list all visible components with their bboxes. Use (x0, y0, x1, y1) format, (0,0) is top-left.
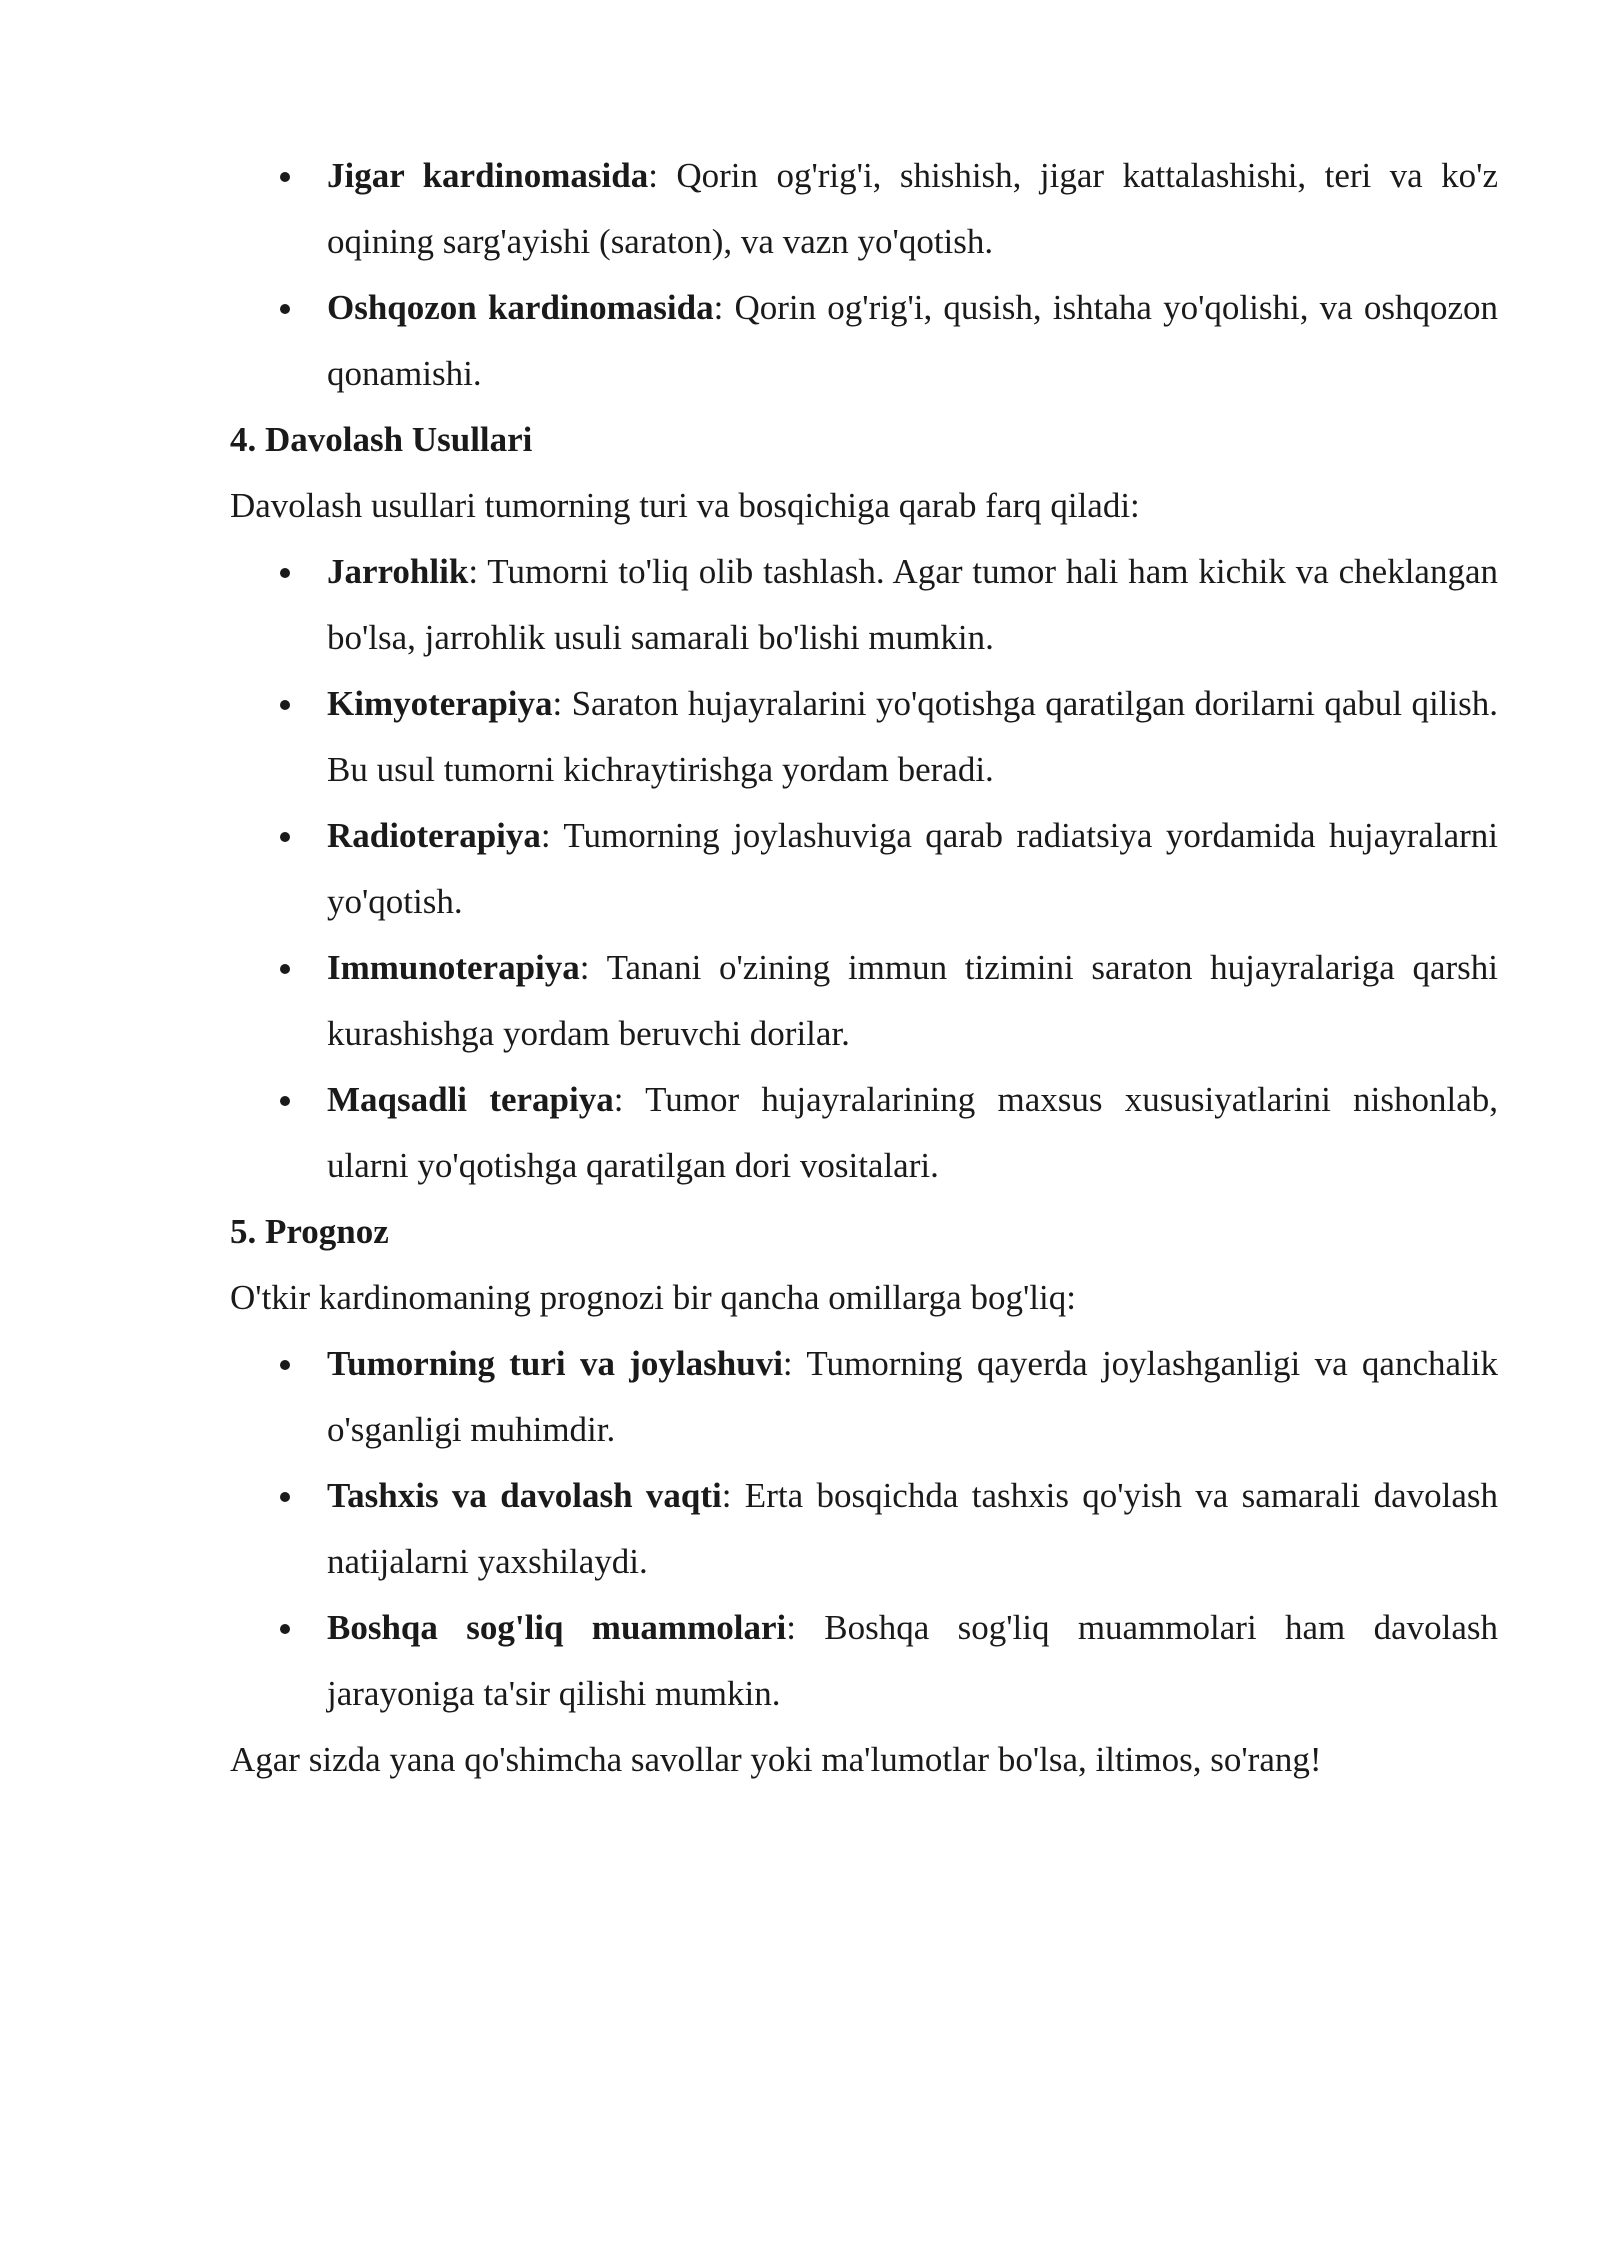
closing-paragraph: Agar sizda yana qo'shimcha savollar yoki ma'lumotlar bo'lsa, iltimos, so'rang! (230, 1740, 1322, 1779)
treatment-list (230, 539, 1498, 1199)
bullet-icon (280, 1492, 290, 1502)
bullet-icon (280, 172, 290, 182)
list-item-term: Oshqozon kardinomasida (327, 288, 714, 327)
list-item-text: : Tumorning joylashuviga qarab radiatsiya yordamida hujayralarni yo'qotish. (327, 816, 1498, 921)
bullet-icon (280, 568, 290, 578)
list-item (230, 275, 1498, 407)
prognosis-list (230, 1331, 1498, 1727)
list-item-term: Kimyoterapiya (327, 684, 553, 723)
list-item-text: : Qorin og'rig'i, shishish, jigar kattalashishi, teri va ko'z oqining sarg'ayishi (saraton), va vazn yo'qotish. (327, 156, 1499, 261)
list-item-text: : Tumor hujayralarining maxsus xususiyatlarini nishonlab, ularni yo'qotishga qaratilgan dori vositalari. (327, 1080, 1498, 1185)
list-item (230, 935, 1498, 1067)
section-heading-treatment: 4. Davolash Usullari (230, 420, 533, 459)
symptoms-list (230, 143, 1498, 407)
bullet-icon (280, 1624, 290, 1634)
list-item-term: Jarrohlik (327, 552, 469, 591)
list-item-text: : Qorin og'rig'i, qusish, ishtaha yo'qolishi, va oshqozon qonamishi. (327, 288, 1498, 393)
treatment-intro: Davolash usullari tumorning turi va bosqichiga qarab farq qiladi: (230, 486, 1140, 525)
list-item-term: Tumorning turi va joylashuvi (327, 1344, 783, 1383)
list-item-text: : Tumorni to'liq olib tashlash. Agar tumor hali ham kichik va cheklangan bo'lsa, jarrohlik usuli samarali bo'lishi mumkin. (327, 552, 1498, 657)
bullet-icon (280, 304, 290, 314)
list-item-term: Immunoterapiya (327, 948, 580, 987)
list-item-term: Radioterapiya (327, 816, 541, 855)
list-item (230, 1595, 1498, 1727)
bullet-icon (280, 1360, 290, 1370)
list-item-term: Jigar kardinomasida (327, 156, 649, 195)
section-heading-prognosis: 5. Prognoz (230, 1212, 389, 1251)
list-item (230, 671, 1498, 803)
list-item (230, 1331, 1498, 1463)
list-item-text: : Tanani o'zining immun tizimini saraton hujayralariga qarshi kurashishga yordam beruvchi dorilar. (327, 948, 1498, 1053)
list-item-term: Maqsadli terapiya (327, 1080, 614, 1119)
document-content (230, 143, 1498, 1793)
list-item (230, 539, 1498, 671)
list-item-text: : Tumorning qayerda joylashganligi va qanchalik o'sganligi muhimdir. (327, 1344, 1498, 1449)
bullet-icon (280, 1096, 290, 1106)
list-item (230, 143, 1498, 275)
prognosis-intro: O'tkir kardinomaning prognozi bir qancha omillarga bog'liq: (230, 1278, 1076, 1317)
list-item-text: : Erta bosqichda tashxis qo'yish va samarali davolash natijalarni yaxshilaydi. (327, 1476, 1498, 1581)
list-item-term: Tashxis va davolash vaqti (327, 1476, 722, 1515)
list-item (230, 1067, 1498, 1199)
bullet-icon (280, 700, 290, 710)
list-item (230, 1463, 1498, 1595)
list-item-text: : Saraton hujayralarini yo'qotishga qaratilgan dorilarni qabul qilish. Bu usul tumorni kichraytirishga yordam beradi. (327, 684, 1498, 789)
bullet-icon (280, 832, 290, 842)
list-item-term: Boshqa sog'liq muammolari (327, 1608, 787, 1647)
list-item (230, 803, 1498, 935)
list-item-text: : Boshqa sog'liq muammolari ham davolash jarayoniga ta'sir qilishi mumkin. (327, 1608, 1498, 1713)
bullet-icon (280, 964, 290, 974)
